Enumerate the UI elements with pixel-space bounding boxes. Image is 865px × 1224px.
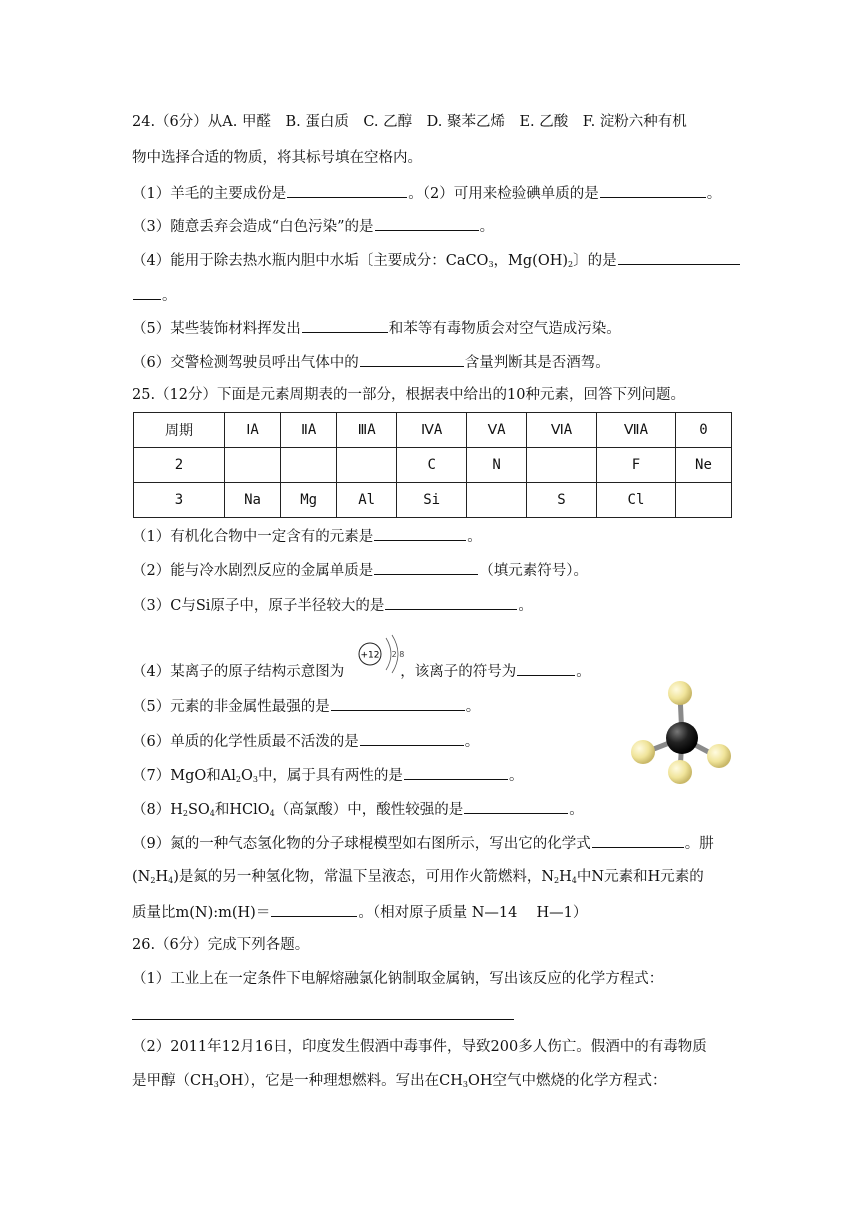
table-cell — [526, 448, 596, 483]
table-header-cell: ⅦA — [597, 413, 676, 448]
q25-s4b: ，该离子的符号为 — [400, 664, 517, 680]
q25-s5a: （5）元素的非金属性最强的是 — [132, 699, 330, 715]
q25-item8 — [132, 798, 584, 820]
answer-blank[interactable] — [360, 351, 464, 367]
q24-line1: 24.（6分）从A. 甲醛 B. 蛋白质 C. 乙醇 D. 聚苯乙烯 E. 乙酸 F. 淀粉六种有机 — [132, 114, 687, 130]
table-header-cell: ⅤA — [467, 413, 527, 448]
table-cell: Cl — [597, 483, 676, 518]
q25-item1 — [132, 525, 482, 547]
table-cell: Al — [337, 483, 397, 518]
q25-item9-cont2 — [132, 901, 587, 923]
nitrogen-atom — [666, 722, 698, 754]
answer-blank[interactable] — [360, 730, 464, 746]
answer-blank[interactable] — [374, 525, 466, 541]
q24-s1c: 。 — [706, 186, 722, 202]
q25-s7b: 中，属于具有两性的是 — [257, 768, 403, 784]
shell-electrons: 2 8 — [391, 650, 405, 659]
subscript: 2 — [568, 260, 574, 269]
q24-item5 — [132, 317, 621, 339]
q25-s7a: （7）MgO和Al — [132, 768, 236, 784]
answer-blank[interactable] — [517, 660, 575, 676]
q25-s2a: （2）能与冷水剧烈反应的金属单质是 — [132, 563, 374, 579]
q25-s3b: 。 — [518, 598, 533, 614]
q25-s8b: 和HClO — [214, 802, 270, 818]
table-cell — [225, 448, 281, 483]
q24-line2: 物中选择合适的物质，将其标号填在空格内。 — [132, 150, 422, 166]
q25-s1a: （1）有机化合物中一定含有的元素是 — [132, 529, 374, 545]
q25-s9f: H — [559, 869, 572, 885]
q24-s1a: （1）羊毛的主要成份是 — [132, 186, 287, 202]
q25-s6a: （6）单质的化学性质最不活泼的是 — [132, 734, 359, 750]
q25-s9e: )是氮的另一种氢化物，常温下呈液态，可用作火箭燃料，N — [173, 869, 555, 885]
subscript: 2 — [235, 775, 241, 784]
table-header-cell: ⅡA — [281, 413, 337, 448]
q25-item5 — [132, 695, 480, 717]
q24-s3a: （3）随意丢弃会造成“白色污染”的是 — [132, 219, 374, 235]
subscript: 2 — [554, 876, 560, 885]
q25-s9c: (N — [132, 869, 151, 885]
q26-item1: （1）工业上在一定条件下电解熔融氯化钠制取金属钠，写出该反应的化学方程式： — [132, 971, 664, 987]
q25-item2 — [132, 559, 588, 581]
q25-s9a: （9）氮的一种气态氢化物的分子球棍模型如右图所示，写出它的化学式 — [132, 836, 591, 852]
answer-blank[interactable] — [133, 284, 161, 300]
q24-s6b: 含量判断其是否酒驾。 — [464, 355, 610, 371]
answer-blank[interactable] — [618, 249, 740, 265]
table-cell: Na — [225, 483, 281, 518]
answer-blank[interactable] — [287, 182, 407, 198]
answer-blank[interactable] — [404, 764, 508, 780]
q26-intro: 26.（6分）完成下列各题。 — [132, 937, 310, 953]
table-header-row — [134, 413, 732, 448]
table-cell: Ne — [675, 448, 731, 483]
q25-s9h: 质量比m(N):m(H)＝ — [132, 905, 271, 921]
answer-blank[interactable] — [331, 695, 465, 711]
hydrogen-atom — [707, 744, 731, 768]
q25-s9d: H — [155, 869, 169, 885]
answer-blank[interactable] — [302, 317, 388, 333]
q25-item7 — [132, 764, 523, 786]
table-cell: 2 — [134, 448, 225, 483]
q25-s8c: （高氯酸）中，酸性较强的是 — [274, 802, 464, 818]
table-header-cell: ⅥA — [526, 413, 596, 448]
answer-blank[interactable] — [385, 594, 517, 610]
q25-s8a: （8）H — [132, 802, 183, 818]
q25-intro: 25.（12分）下面是元素周期表的一部分，根据表中给出的10种元素，回答下列问题。 — [132, 387, 685, 403]
q24-s4d: 。 — [162, 288, 177, 304]
subscript: 3 — [488, 260, 494, 269]
q26-item2-cont — [132, 1071, 667, 1091]
q25-s1b: 。 — [467, 529, 482, 545]
table-header-cell: ⅢA — [337, 413, 397, 448]
answer-line[interactable] — [132, 1019, 514, 1020]
subscript: 4 — [269, 809, 275, 818]
table-row — [134, 448, 732, 483]
answer-blank[interactable] — [271, 901, 357, 917]
q25-s7mid: O — [240, 768, 253, 784]
answer-blank[interactable] — [375, 215, 479, 231]
q24-s1b: 。（2）可用来检验碘单质的是 — [408, 186, 599, 202]
subscript: 2 — [182, 809, 188, 818]
subscript: 3 — [462, 1080, 468, 1089]
q25-s9b: 。肼 — [684, 836, 714, 852]
q26-s2c: OH），它是一种理想燃料。写出在CH — [218, 1073, 463, 1089]
q24-s4b: ，Mg(OH) — [493, 253, 569, 269]
table-cell — [467, 483, 527, 518]
table-cell: 3 — [134, 483, 225, 518]
hydrogen-atom — [631, 740, 655, 764]
table-cell: S — [526, 483, 596, 518]
answer-blank[interactable] — [464, 798, 568, 814]
q24-item4-cont — [132, 284, 177, 306]
table-cell: N — [467, 448, 527, 483]
hydrogen-atom — [668, 681, 692, 705]
q25-s2b: （填元素符号）。 — [479, 563, 588, 579]
subscript: 4 — [571, 876, 577, 885]
q25-item9 — [132, 832, 714, 854]
q24-item1 — [132, 182, 721, 204]
answer-blank[interactable] — [600, 182, 706, 198]
q25-item9-cont — [132, 867, 704, 887]
q24-item4 — [132, 249, 741, 271]
answer-blank[interactable] — [592, 832, 684, 848]
ball-and-stick-model — [628, 676, 738, 786]
q25-s9g: 中N元素和H元素的 — [576, 869, 704, 885]
table-cell — [337, 448, 397, 483]
q25-s7c: 。 — [508, 768, 524, 784]
table-cell: Si — [397, 483, 467, 518]
table-cell — [675, 483, 731, 518]
table-cell: Mg — [281, 483, 337, 518]
subscript: 3 — [213, 1080, 219, 1089]
q25-s8mid: SO — [187, 802, 210, 818]
q25-s5b: 。 — [465, 699, 481, 715]
q26-item2: （2）2011年12月16日，印度发生假酒中毒事件，导致200多人伤亡。假酒中的有毒物质 — [132, 1039, 707, 1055]
table-header-cell: ⅠA — [225, 413, 281, 448]
q25-s6b: 。 — [464, 734, 480, 750]
q26-s2b: 是甲醇（CH — [132, 1073, 214, 1089]
table-row — [134, 483, 732, 518]
q25-s3a: （3）C与Si原子中，原子半径较大的是 — [132, 598, 385, 614]
subscript: 2 — [150, 876, 156, 885]
table-header-cell: ⅣA — [397, 413, 467, 448]
q25-s4a: （4）某离子的原子结构示意图为 — [132, 664, 345, 680]
q25-s4c: 。 — [576, 664, 591, 680]
q24-s6a: （6）交警检测驾驶员呼出气体中的 — [132, 355, 359, 371]
table-header-cell: 0 — [675, 413, 731, 448]
table-cell — [281, 448, 337, 483]
table-header-cell: 周期 — [134, 413, 225, 448]
q25-s8d: 。 — [569, 802, 584, 818]
hydrogen-atom — [668, 760, 692, 784]
q24-s3b: 。 — [479, 219, 495, 235]
q24-s4c: 〕的是 — [573, 253, 617, 269]
q24-item3 — [132, 215, 494, 237]
subscript: 3 — [252, 775, 258, 784]
nucleus-charge: +12 — [360, 650, 380, 661]
atomic-structure-diagram — [352, 632, 412, 678]
subscript: 4 — [209, 809, 215, 818]
subscript: 4 — [168, 876, 174, 885]
q24-item6 — [132, 351, 610, 373]
q24-s5b: 和苯等有毒物质会对空气造成污染。 — [388, 321, 621, 337]
periodic-table — [133, 412, 732, 518]
table-cell: C — [397, 448, 467, 483]
q24-s5a: （5）某些装饰材料挥发出 — [132, 321, 301, 337]
electron-shell-1 — [386, 638, 391, 670]
q26-s2d: OH空气中燃烧的化学方程式： — [467, 1073, 667, 1089]
table-cell: F — [597, 448, 676, 483]
q24-s4a: （4）能用于除去热水瓶内胆中水垢〔主要成分：CaCO — [132, 253, 489, 269]
q25-item3 — [132, 594, 533, 616]
answer-blank[interactable] — [374, 559, 478, 575]
q25-s9i: 。（相对原子质量 N—14 H—1） — [358, 905, 588, 921]
q25-item6 — [132, 730, 479, 752]
